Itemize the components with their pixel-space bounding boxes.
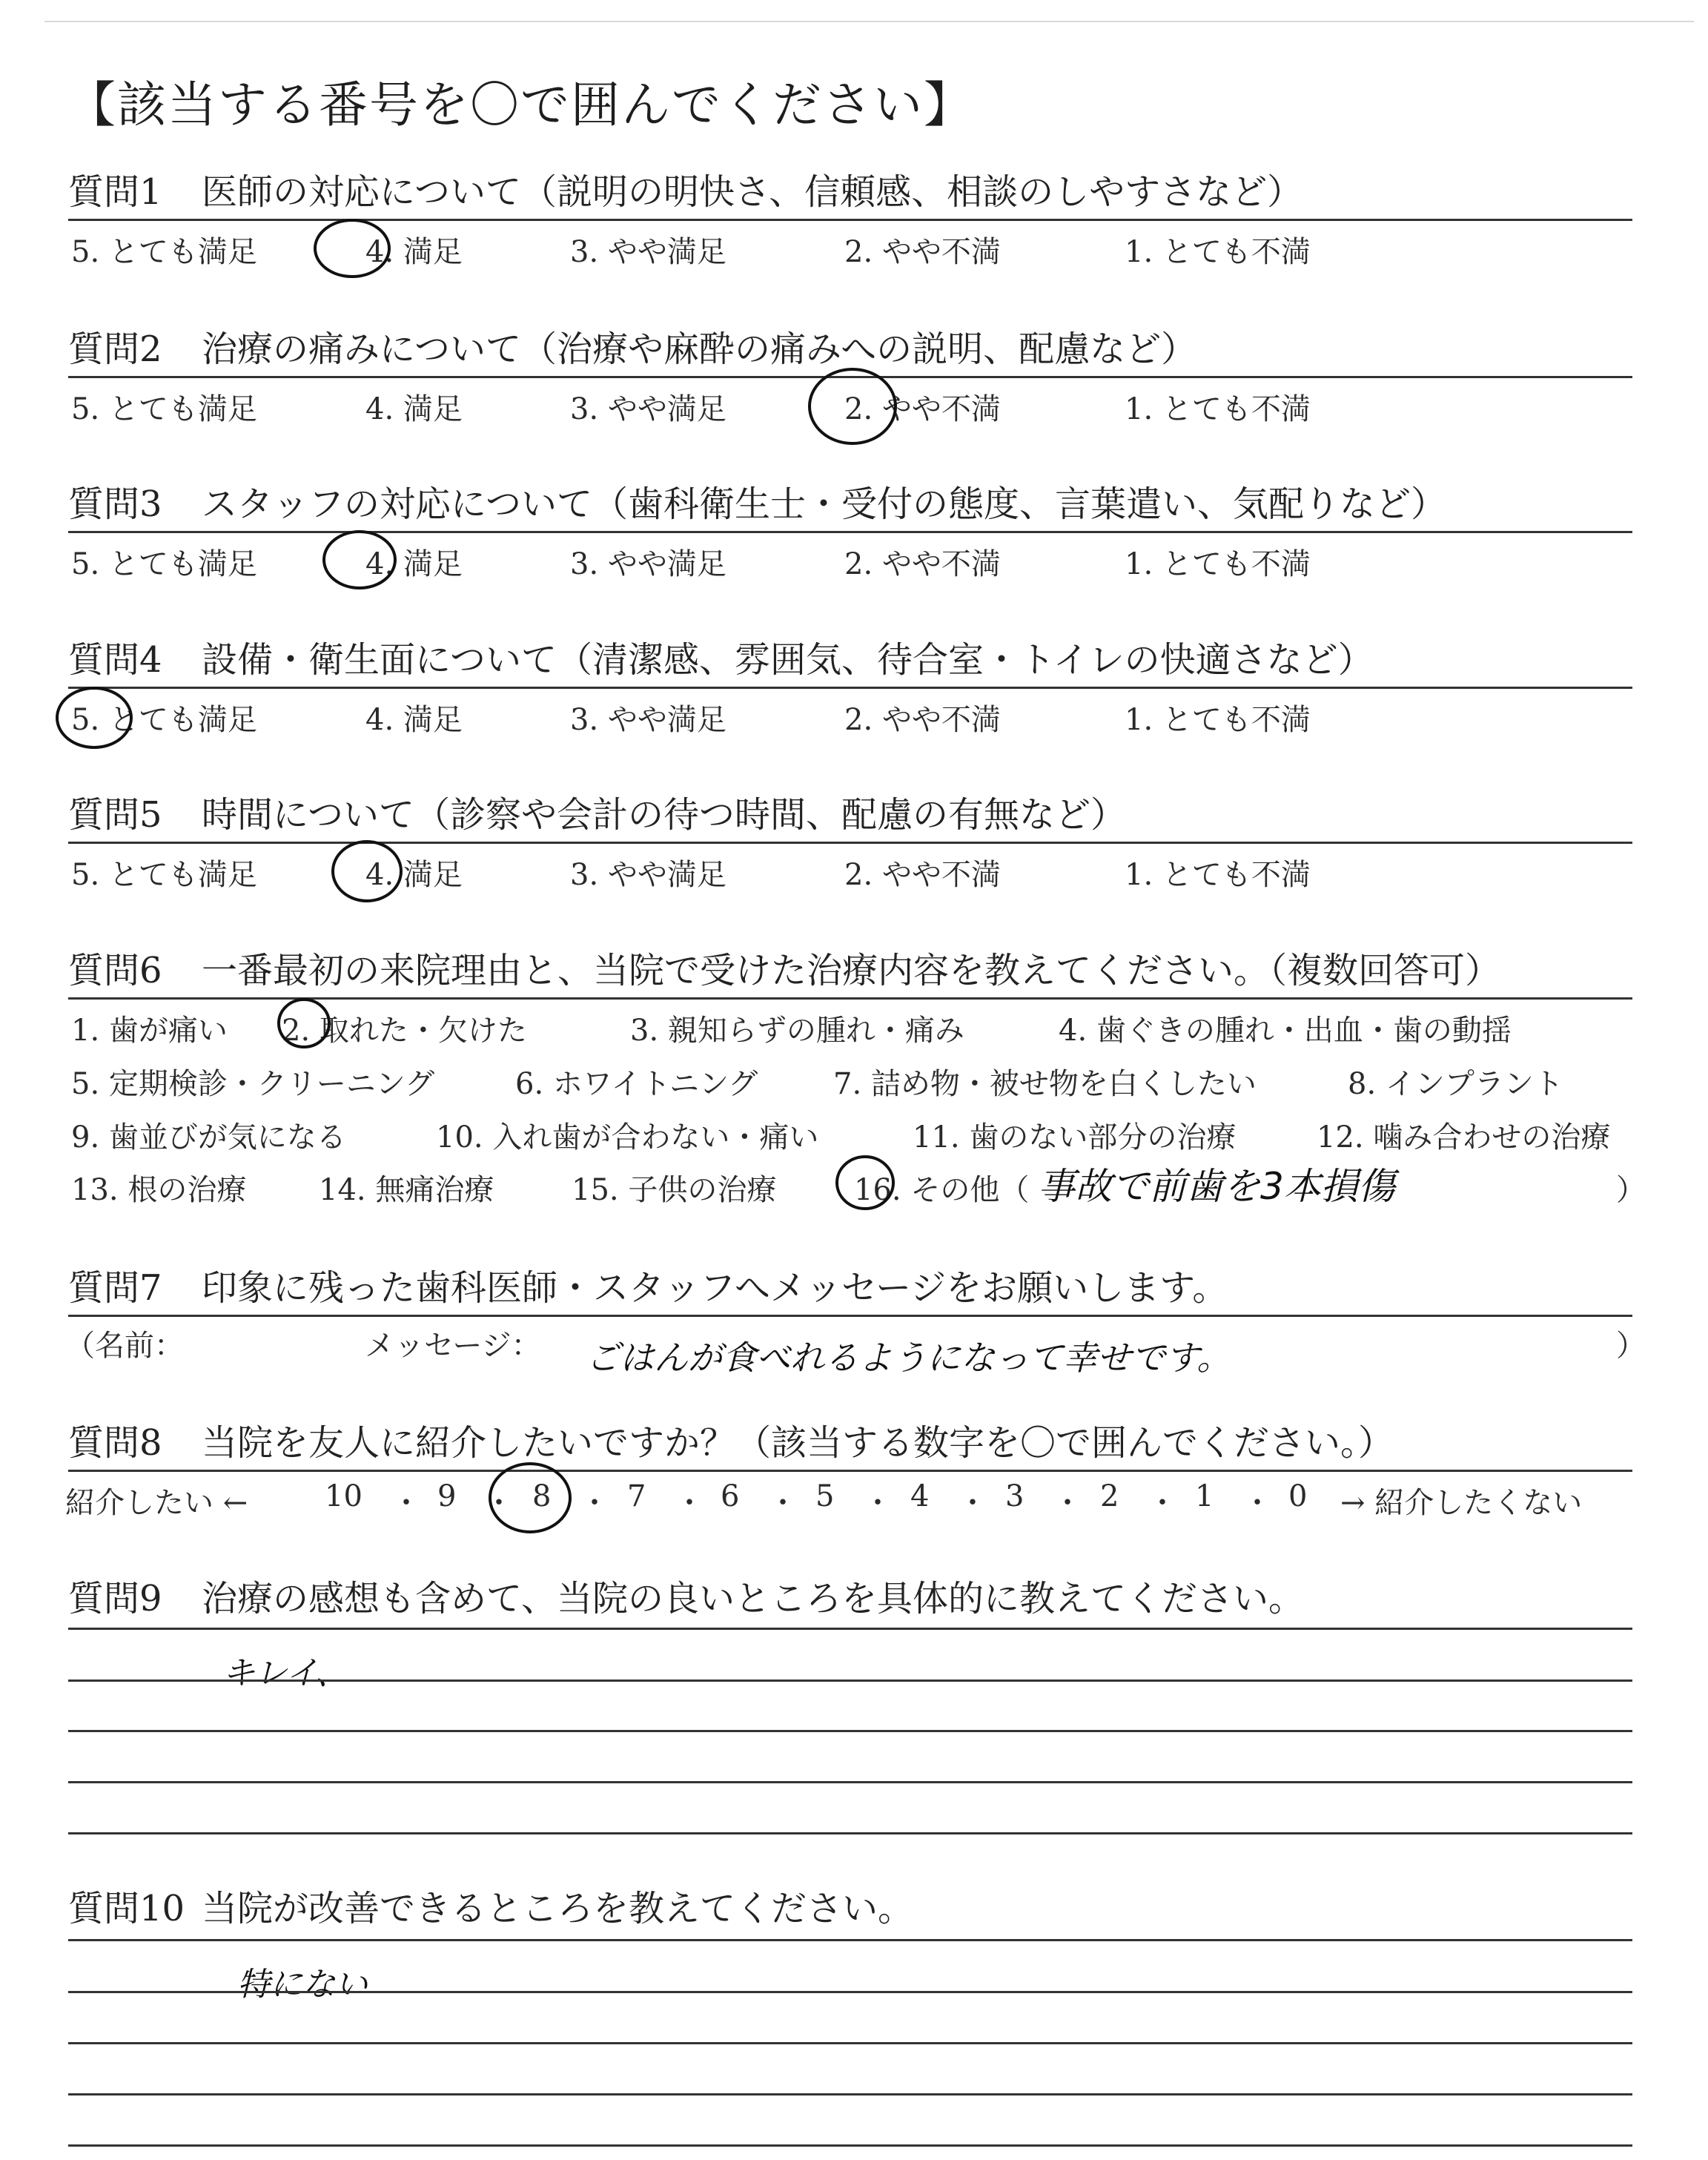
q2-option-4[interactable]: 4. 満足 bbox=[365, 392, 463, 426]
q8-selection-circle bbox=[490, 1464, 570, 1532]
q2-option-1[interactable]: 1. とても不満 bbox=[1125, 392, 1311, 426]
q4-option-1[interactable]: 1. とても不満 bbox=[1125, 703, 1311, 737]
q8-scale-1[interactable]: 1 bbox=[1195, 1479, 1214, 1513]
question-7-text: 印象に残った歯科医師・スタッフへメッセージをお願いします。 bbox=[202, 1267, 1228, 1309]
q6-option-15[interactable]: 15. 子供の治療 bbox=[572, 1173, 777, 1207]
q1-option-2[interactable]: 2. やや不満 bbox=[844, 235, 1001, 269]
q8-scale-2[interactable]: 2 bbox=[1100, 1479, 1119, 1513]
q7-name-label: （名前： bbox=[65, 1329, 184, 1363]
question-8-text: 当院を友人に紹介したいですか？（該当する数字を〇で囲んでください。） bbox=[202, 1422, 1394, 1464]
q8-left-label: 紹介したい ← bbox=[65, 1486, 248, 1520]
q10-answer[interactable]: 特にない bbox=[237, 1966, 368, 2004]
q3-option-4[interactable]: 4. 満足 bbox=[365, 547, 463, 581]
q8-scale-7[interactable]: 7 bbox=[627, 1479, 646, 1513]
q6-option-7[interactable]: 7. 詰め物・被せ物を白くしたい bbox=[833, 1067, 1257, 1101]
question-3-label: 質問3 bbox=[68, 483, 162, 525]
q6-other-answer[interactable]: 事故で前歯を3本損傷 bbox=[1038, 1165, 1395, 1208]
q3-option-1[interactable]: 1. とても不満 bbox=[1125, 547, 1311, 581]
q6-option-10[interactable]: 10. 入れ歯が合わない・痛い bbox=[436, 1120, 819, 1155]
q4-option-4[interactable]: 4. 満足 bbox=[365, 703, 463, 737]
q4-option-5[interactable]: 5. とても満足 bbox=[71, 703, 257, 737]
q8-separator: ・ bbox=[1242, 1486, 1272, 1520]
q6-option-14[interactable]: 14. 無痛治療 bbox=[319, 1173, 494, 1207]
q7-close: ） bbox=[1616, 1329, 1646, 1363]
question-2-label: 質問2 bbox=[68, 328, 162, 370]
q7-message-answer[interactable]: ごはんが食べれるようになって幸せです。 bbox=[586, 1338, 1231, 1378]
q6-option-6[interactable]: 6. ホワイトニング bbox=[515, 1067, 758, 1101]
q8-separator: ・ bbox=[958, 1486, 987, 1520]
question-10-label: 質問10 bbox=[68, 1888, 185, 1929]
q6-option-3[interactable]: 3. 親知らずの腫れ・痛み bbox=[630, 1014, 964, 1048]
q3-option-2[interactable]: 2. やや不満 bbox=[844, 547, 1001, 581]
q4-option-3[interactable]: 3. やや満足 bbox=[570, 703, 726, 737]
q8-scale-9[interactable]: 9 bbox=[437, 1479, 457, 1513]
q8-separator: ・ bbox=[1148, 1486, 1177, 1520]
q6-option-12[interactable]: 12. 噛み合わせの治療 bbox=[1317, 1120, 1611, 1155]
q8-scale-6[interactable]: 6 bbox=[721, 1479, 740, 1513]
question-9-label: 質問9 bbox=[68, 1578, 162, 1619]
q8-scale-5[interactable]: 5 bbox=[815, 1479, 835, 1513]
q8-separator: ・ bbox=[484, 1486, 514, 1520]
q1-option-5[interactable]: 5. とても満足 bbox=[71, 235, 257, 269]
q3-option-5[interactable]: 5. とても満足 bbox=[71, 547, 257, 581]
q8-separator: ・ bbox=[1053, 1486, 1082, 1520]
q6-option-2-selection-circle bbox=[279, 1000, 329, 1047]
q4-selection-circle bbox=[57, 688, 131, 747]
question-5-text: 時間について（診察や会計の待つ時間、配慮の有無など） bbox=[202, 794, 1127, 836]
question-4-text: 設備・衛生面について（清潔感、雰囲気、待合室・トイレの快適さなど） bbox=[202, 639, 1374, 681]
page-title: 【該当する番号を〇で囲んでください】 bbox=[67, 76, 974, 133]
question-6-label: 質問6 bbox=[68, 950, 162, 991]
q7-message-label: メッセージ： bbox=[365, 1329, 541, 1363]
q8-separator: ・ bbox=[391, 1486, 421, 1520]
q8-scale-8[interactable]: 8 bbox=[532, 1479, 552, 1513]
q8-separator: ・ bbox=[675, 1486, 704, 1520]
question-1-text: 医師の対応について（説明の明快さ、信頼感、相談のしやすさなど） bbox=[202, 171, 1303, 213]
q6-option-1[interactable]: 1. 歯が痛い bbox=[71, 1014, 228, 1048]
q8-scale-3[interactable]: 3 bbox=[1005, 1479, 1025, 1513]
q8-right-label: → 紹介したくない bbox=[1340, 1486, 1583, 1520]
question-6-text: 一番最初の来院理由と、当院で受けた治療内容を教えてください。（複数回答可） bbox=[202, 950, 1501, 991]
q6-other-close: ） bbox=[1616, 1173, 1646, 1207]
q5-selection-circle bbox=[333, 842, 401, 901]
q2-option-2[interactable]: 2. やや不満 bbox=[844, 392, 1001, 426]
q2-selection-circle bbox=[810, 369, 896, 443]
q6-option-8[interactable]: 8. インプラント bbox=[1348, 1067, 1563, 1101]
question-9-text: 治療の感想も含めて、当院の良いところを具体的に教えてください。 bbox=[202, 1578, 1305, 1619]
q2-option-3[interactable]: 3. やや満足 bbox=[570, 392, 726, 426]
question-10-text: 当院が改善できるところを教えてください。 bbox=[202, 1888, 914, 1929]
q1-option-1[interactable]: 1. とても不満 bbox=[1125, 235, 1311, 269]
q5-option-2[interactable]: 2. やや不満 bbox=[844, 858, 1001, 892]
q8-separator: ・ bbox=[580, 1486, 609, 1520]
question-7-label: 質問7 bbox=[68, 1267, 162, 1309]
question-8-label: 質問8 bbox=[68, 1422, 162, 1464]
q5-option-1[interactable]: 1. とても不満 bbox=[1125, 858, 1311, 892]
q6-option-9[interactable]: 9. 歯並びが気になる bbox=[71, 1120, 346, 1155]
q6-option-16[interactable]: 16. その他（ bbox=[854, 1173, 1030, 1207]
q8-separator: ・ bbox=[768, 1486, 798, 1520]
q8-scale-4[interactable]: 4 bbox=[910, 1479, 930, 1513]
q6-option-5[interactable]: 5. 定期検診・クリーニング bbox=[71, 1067, 435, 1101]
question-5-label: 質問5 bbox=[68, 794, 162, 836]
q5-option-4[interactable]: 4. 満足 bbox=[365, 858, 463, 892]
q6-option-13[interactable]: 13. 根の治療 bbox=[71, 1173, 247, 1207]
question-4-label: 質問4 bbox=[68, 639, 162, 681]
q8-scale-0[interactable]: 0 bbox=[1288, 1479, 1308, 1513]
q5-option-3[interactable]: 3. やや満足 bbox=[570, 858, 726, 892]
question-2-text: 治療の痛みについて（治療や麻酔の痛みへの説明、配慮など） bbox=[202, 328, 1197, 370]
q9-answer[interactable]: キレイ、 bbox=[222, 1654, 348, 1692]
q1-option-3[interactable]: 3. やや満足 bbox=[570, 235, 726, 269]
q3-selection-circle bbox=[324, 532, 395, 588]
q8-separator: ・ bbox=[863, 1486, 893, 1520]
q1-selection-circle bbox=[315, 220, 389, 277]
q2-option-5[interactable]: 5. とても満足 bbox=[71, 392, 257, 426]
question-1-label: 質問1 bbox=[68, 171, 162, 213]
q8-scale-10[interactable]: 10 bbox=[325, 1479, 363, 1513]
q5-option-5[interactable]: 5. とても満足 bbox=[71, 858, 257, 892]
q4-option-2[interactable]: 2. やや不満 bbox=[844, 703, 1001, 737]
q3-option-3[interactable]: 3. やや満足 bbox=[570, 547, 726, 581]
question-3-text: スタッフの対応について（歯科衛生士・受付の態度、言葉遣い、気配りなど） bbox=[202, 483, 1447, 525]
q1-option-4[interactable]: 4. 満足 bbox=[365, 235, 463, 269]
q6-option-4[interactable]: 4. 歯ぐきの腫れ・出血・歯の動揺 bbox=[1059, 1014, 1512, 1048]
q6-option-11[interactable]: 11. 歯のない部分の治療 bbox=[913, 1120, 1237, 1155]
q6-option-2[interactable]: 2. 取れた・欠けた bbox=[282, 1014, 527, 1048]
q6-option-16-selection-circle bbox=[837, 1157, 893, 1209]
